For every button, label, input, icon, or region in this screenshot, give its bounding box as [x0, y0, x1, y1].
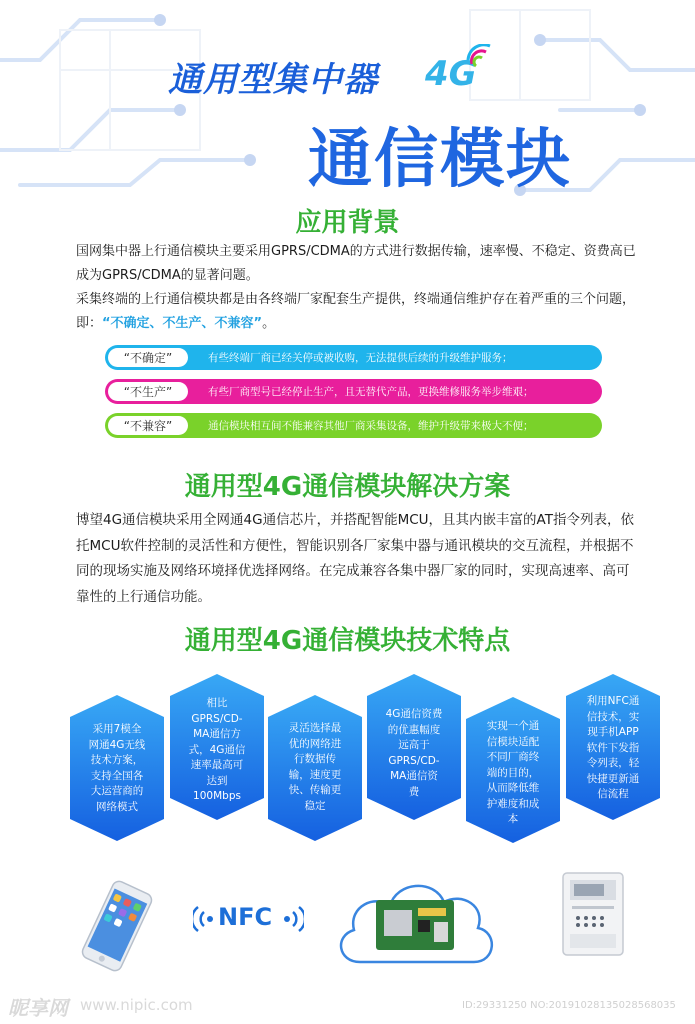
background-paragraph-1: 国网集中器上行通信模块主要采用GPRS/CDMA的方式进行数据传输，速率慢、不稳定、资费高已成为GPRS/CDMA的显著问题。	[76, 244, 636, 283]
title-main: 通信模块	[308, 123, 572, 197]
solution-paragraph: 博望4G通信模块采用全网通4G通信芯片，并搭配智能MCU，且其内嵌丰富的AT指令列表，依托MCU软件控制的灵活性和方便性，智能识别各厂家集中器与通讯模块的交互流程，并根据不同的现场实施及网络环境择优选择网络。在完成兼容各集中器厂家的同时，实现高速率、高可靠性的上行通信功能。	[76, 512, 634, 605]
feature-text: 相比 GPRS/CD- MA通信方 式，4G通信 速率最高可 达到 100Mbps	[188, 697, 246, 802]
signal-icon	[466, 44, 500, 70]
nfc-wave-right-icon	[282, 904, 304, 934]
feature-text: 采用7模全 网通4G无线 技术方案， 支持全国各 大运营商的 网络模式	[88, 723, 146, 813]
nfc-label: NFC	[218, 903, 273, 931]
feature-text: 实现一个通 信模块适配 不同厂商终 端的目的， 从而降低维 护难度和成 本	[486, 720, 540, 825]
feature-hex-1	[70, 695, 164, 841]
nfc-wave-left-icon	[193, 904, 215, 934]
problem-bar-uncertain	[105, 345, 602, 370]
problem-highlight: “不确定、不生产、不兼容”	[102, 316, 263, 331]
section-title-background: 应用背景	[295, 208, 400, 238]
problem-text: 通信模块相互间不能兼容其他厂商采集设备，维护升级带来极大不便；	[208, 420, 534, 432]
problem-label: “不生产”	[108, 382, 188, 401]
watermark-logo: 昵享网	[8, 996, 68, 1020]
feature-hex-3	[268, 695, 362, 841]
feature-hex-2	[170, 674, 264, 820]
background-paragraph-2: 采集终端的上行通信模块都是由各终端厂家配套生产提供，终端通信维护存在着严重的三个问题，即：“不确定、不生产、不兼容”。	[76, 292, 636, 331]
feature-hex-5	[466, 697, 560, 843]
problem-text: 有些终端厂商已经关停或被收购，无法提供后续的升级维护服务；	[208, 352, 513, 364]
section-title-features: 通用型4G通信模块技术特点	[184, 626, 511, 656]
feature-text: 灵活选择最 优的网络进 行数据传 输，速度更 快、传输更 稳定	[288, 722, 342, 812]
smartphone-icon	[72, 880, 162, 972]
feature-hex-4	[367, 674, 461, 820]
title-4g-badge: 4G	[425, 54, 477, 94]
feature-text: 利用NFC通 信技术，实 现手机APP 软件下发指 令列表，轻 快捷更新通 信流程	[586, 695, 640, 800]
feature-hex-6	[566, 674, 660, 820]
problem-label: “不兼容”	[108, 416, 188, 435]
watermark-url: www.nipic.com	[80, 996, 193, 1014]
smart-meter-icon	[562, 872, 624, 956]
section-title-solution: 通用型4G通信模块解决方案	[184, 472, 511, 502]
watermark-id: ID:29331250 NO:20191028135028568035	[462, 1000, 676, 1011]
problem-bar-discontinued	[105, 379, 602, 404]
problem-text: 有些厂商型号已经停止生产，且无替代产品，更换维修服务举步维艰；	[208, 386, 534, 398]
cloud-module-icon	[330, 862, 500, 980]
feature-text: 4G通信资费 的优惠幅度 远高于 GPRS/CD- MA通信资 费	[385, 708, 443, 798]
problem-bar-incompatible	[105, 413, 602, 438]
title-line1: 通用型集中器	[168, 60, 378, 100]
problem-label: “不确定”	[108, 348, 188, 367]
